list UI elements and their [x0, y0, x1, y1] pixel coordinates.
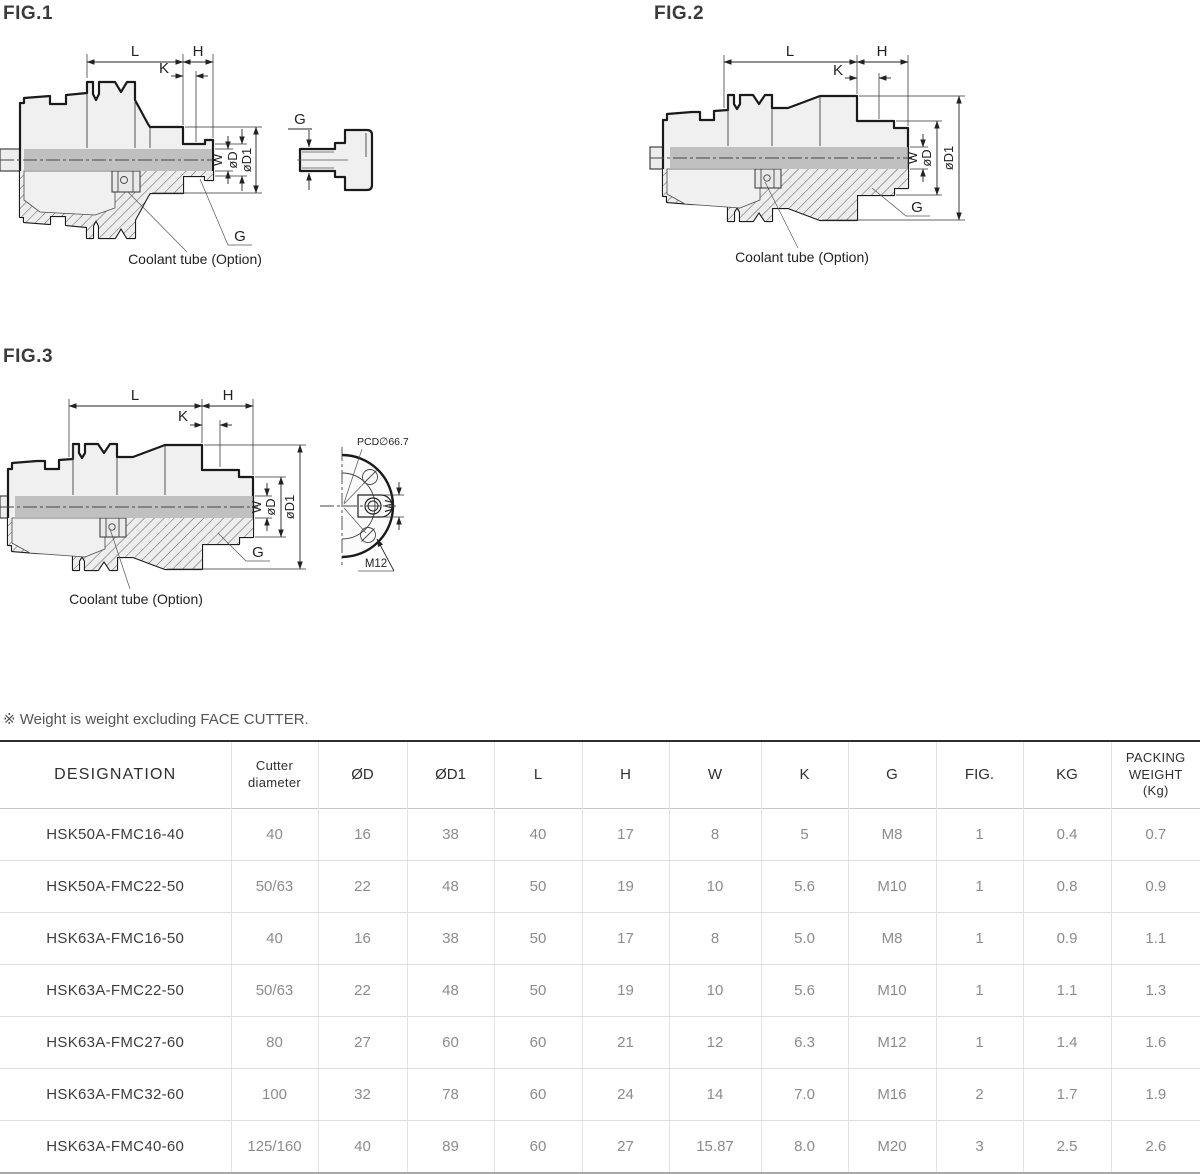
column-header-g: G	[848, 741, 936, 809]
spec-value-cell: 2.6	[1111, 1121, 1200, 1174]
spec-value-cell: 48	[407, 861, 494, 913]
fig2-coolant-tube-detail	[755, 169, 781, 188]
fig1-dim-D1: øD1	[239, 147, 254, 173]
column-header-fig: FIG.	[936, 741, 1023, 809]
spec-value-cell: 14	[669, 1069, 761, 1121]
spec-value-cell: 5.6	[761, 965, 848, 1017]
column-header-kg: KG	[1023, 741, 1111, 809]
spec-value-cell: M8	[848, 809, 936, 861]
spec-value-cell: 48	[407, 965, 494, 1017]
spec-value-cell: 16	[318, 809, 407, 861]
fig1-title: FIG.1	[3, 3, 54, 24]
spec-value-cell: 60	[494, 1017, 582, 1069]
spec-value-cell: 125/160	[231, 1121, 318, 1174]
spec-table-body	[0, 809, 1200, 1174]
spec-value-cell: 27	[318, 1017, 407, 1069]
fig3-end-view	[320, 436, 409, 571]
spec-table-row	[0, 913, 1200, 965]
column-header-k: K	[761, 741, 848, 809]
spec-value-cell: 1	[936, 809, 1023, 861]
spec-value-cell: 5.0	[761, 913, 848, 965]
spec-value-cell: 12	[669, 1017, 761, 1069]
fig2-dim-D1: øD1	[941, 145, 956, 171]
spec-table-header	[0, 741, 1200, 809]
spec-value-cell: 27	[582, 1121, 669, 1174]
spec-value-cell: 1	[936, 861, 1023, 913]
spec-value-cell: 32	[318, 1069, 407, 1121]
spec-value-cell: 8	[669, 809, 761, 861]
spec-value-cell: 22	[318, 965, 407, 1017]
spec-value-cell: 0.9	[1023, 913, 1111, 965]
fig1-dim-K: K	[158, 60, 170, 77]
spec-value-cell: 50	[494, 913, 582, 965]
fig2-dim-D: øD	[919, 149, 934, 167]
spec-value-cell: 50/63	[231, 965, 318, 1017]
fig1-bolt-drawing	[288, 111, 372, 190]
spec-value-cell: M20	[848, 1121, 936, 1174]
spec-value-cell: 38	[407, 913, 494, 965]
spec-value-cell: 40	[318, 1121, 407, 1174]
fig2-drawing	[650, 43, 965, 265]
spec-table	[0, 740, 1200, 1174]
spec-value-cell: 24	[582, 1069, 669, 1121]
spec-value-cell: 5	[761, 809, 848, 861]
spec-value-cell: 19	[582, 861, 669, 913]
spec-value-cell: 2	[936, 1069, 1023, 1121]
end-view-dim-W: W	[382, 499, 397, 513]
spec-value-cell: 38	[407, 809, 494, 861]
column-header-w: W	[669, 741, 761, 809]
spec-value-cell: 50/63	[231, 861, 318, 913]
spec-value-cell: 60	[494, 1069, 582, 1121]
fig3-dim-H: H	[222, 387, 234, 404]
spec-value-cell: 6.3	[761, 1017, 848, 1069]
fig1-coolant-label: Coolant tube (Option)	[128, 251, 262, 267]
column-header-cutter-diameter: Cutter diameter	[231, 741, 318, 809]
fig2-coolant-label: Coolant tube (Option)	[735, 249, 869, 265]
fig3-dim-D: øD	[263, 498, 278, 516]
fig3-coolant-label: Coolant tube (Option)	[69, 591, 203, 607]
spec-value-cell: 17	[582, 913, 669, 965]
fig1-dim-W: W	[210, 153, 225, 167]
spec-value-cell: 21	[582, 1017, 669, 1069]
fig3-dim-K: K	[177, 408, 189, 425]
spec-value-cell: 10	[669, 861, 761, 913]
fig3-dim-W: W	[249, 500, 264, 514]
column-header-l: L	[494, 741, 582, 809]
spec-value-cell: 8.0	[761, 1121, 848, 1174]
spec-value-cell: 0.9	[1111, 861, 1200, 913]
spec-value-cell: 50	[494, 965, 582, 1017]
spec-value-cell: 7.0	[761, 1069, 848, 1121]
spec-value-cell: 1	[936, 1017, 1023, 1069]
fig2-title: FIG.2	[654, 3, 705, 24]
fig1-dim-D: øD	[225, 151, 240, 169]
column-header-designation: DESIGNATION	[54, 765, 177, 783]
spec-value-cell: 2.5	[1023, 1121, 1111, 1174]
fig1-bore-pocket	[24, 171, 115, 215]
spec-value-cell: 8	[669, 913, 761, 965]
spec-value-cell: 89	[407, 1121, 494, 1174]
fig3-bore-pocket	[12, 518, 105, 557]
spec-value-cell: 5.6	[761, 861, 848, 913]
spec-table-row	[0, 1017, 1200, 1069]
spec-value-cell: M10	[848, 861, 936, 913]
column-header-packing-weight: PACKING WEIGHT (Kg)	[1111, 741, 1200, 809]
spec-table-row	[0, 809, 1200, 861]
fig1-dim-G: G	[234, 228, 246, 245]
end-view-pcd-label: PCD∅66.7	[357, 436, 409, 448]
spec-table-row	[0, 1069, 1200, 1121]
designation-cell: HSK63A-FMC27-60	[46, 1034, 185, 1051]
spec-value-cell: 1.4	[1023, 1017, 1111, 1069]
spec-value-cell: 80	[231, 1017, 318, 1069]
spec-value-cell: 40	[231, 809, 318, 861]
fig3-drawing	[0, 387, 409, 607]
spec-value-cell: 1	[936, 913, 1023, 965]
spec-value-cell: 19	[582, 965, 669, 1017]
fig1-coolant-tube-detail	[112, 171, 140, 192]
fig2-dim-L: L	[785, 43, 795, 60]
spec-value-cell: 0.7	[1111, 809, 1200, 861]
fig3-dim-D1: øD1	[282, 494, 297, 520]
designation-cell: HSK63A-FMC40-60	[46, 1138, 185, 1155]
spec-table-row	[0, 861, 1200, 913]
spec-value-cell: 3	[936, 1121, 1023, 1174]
spec-value-cell: 17	[582, 809, 669, 861]
spec-value-cell: 60	[407, 1017, 494, 1069]
spec-value-cell: 1	[936, 965, 1023, 1017]
designation-cell: HSK63A-FMC32-60	[46, 1086, 185, 1103]
fig2-bore-pocket	[667, 169, 760, 208]
spec-value-cell: 1.1	[1023, 965, 1111, 1017]
spec-value-cell: 16	[318, 913, 407, 965]
spec-value-cell: 1.3	[1111, 965, 1200, 1017]
spec-value-cell: 22	[318, 861, 407, 913]
fig3-title: FIG.3	[3, 346, 54, 367]
spec-value-cell: 1.7	[1023, 1069, 1111, 1121]
spec-value-cell: 1.1	[1111, 913, 1200, 965]
fig1-drawing	[0, 43, 372, 267]
spec-value-cell: 1.6	[1111, 1017, 1200, 1069]
fig3-dim-G: G	[252, 544, 264, 561]
fig1-dim-H: H	[192, 43, 204, 60]
bolt-dim-G: G	[294, 111, 306, 128]
spec-value-cell: 50	[494, 861, 582, 913]
fig2-dim-H: H	[876, 43, 888, 60]
spec-table-row	[0, 965, 1200, 1017]
designation-cell: HSK50A-FMC22-50	[46, 878, 185, 895]
spec-value-cell: M8	[848, 913, 936, 965]
spec-value-cell: 78	[407, 1069, 494, 1121]
fig3-dim-L: L	[130, 387, 140, 404]
spec-value-cell: M16	[848, 1069, 936, 1121]
fig2-dim-G: G	[911, 199, 923, 216]
weight-note: ※ Weight is weight excluding FACE CUTTER.	[3, 711, 309, 728]
fig1-dim-L: L	[130, 43, 140, 60]
spec-value-cell: M12	[848, 1017, 936, 1069]
fig2-dim-K: K	[832, 62, 844, 79]
spec-value-cell: 10	[669, 965, 761, 1017]
designation-cell: HSK50A-FMC16-40	[46, 826, 185, 843]
spec-value-cell: 0.8	[1023, 861, 1111, 913]
fig3-coolant-tube-detail	[100, 518, 126, 537]
spec-value-cell: 60	[494, 1121, 582, 1174]
end-view-thread-label: M12	[364, 558, 388, 570]
designation-cell: HSK63A-FMC16-50	[46, 930, 185, 947]
spec-value-cell: M10	[848, 965, 936, 1017]
spec-value-cell: 40	[231, 913, 318, 965]
designation-cell: HSK63A-FMC22-50	[46, 982, 185, 999]
spec-value-cell: 1.9	[1111, 1069, 1200, 1121]
fig2-dim-W: W	[905, 151, 920, 165]
spec-value-cell: 40	[494, 809, 582, 861]
column-header-d1: ØD1	[407, 741, 494, 809]
column-header-d: ØD	[318, 741, 407, 809]
column-header-h: H	[582, 741, 669, 809]
spec-table-row	[0, 1121, 1200, 1174]
spec-value-cell: 100	[231, 1069, 318, 1121]
spec-value-cell: 15.87	[669, 1121, 761, 1174]
spec-value-cell: 0.4	[1023, 809, 1111, 861]
